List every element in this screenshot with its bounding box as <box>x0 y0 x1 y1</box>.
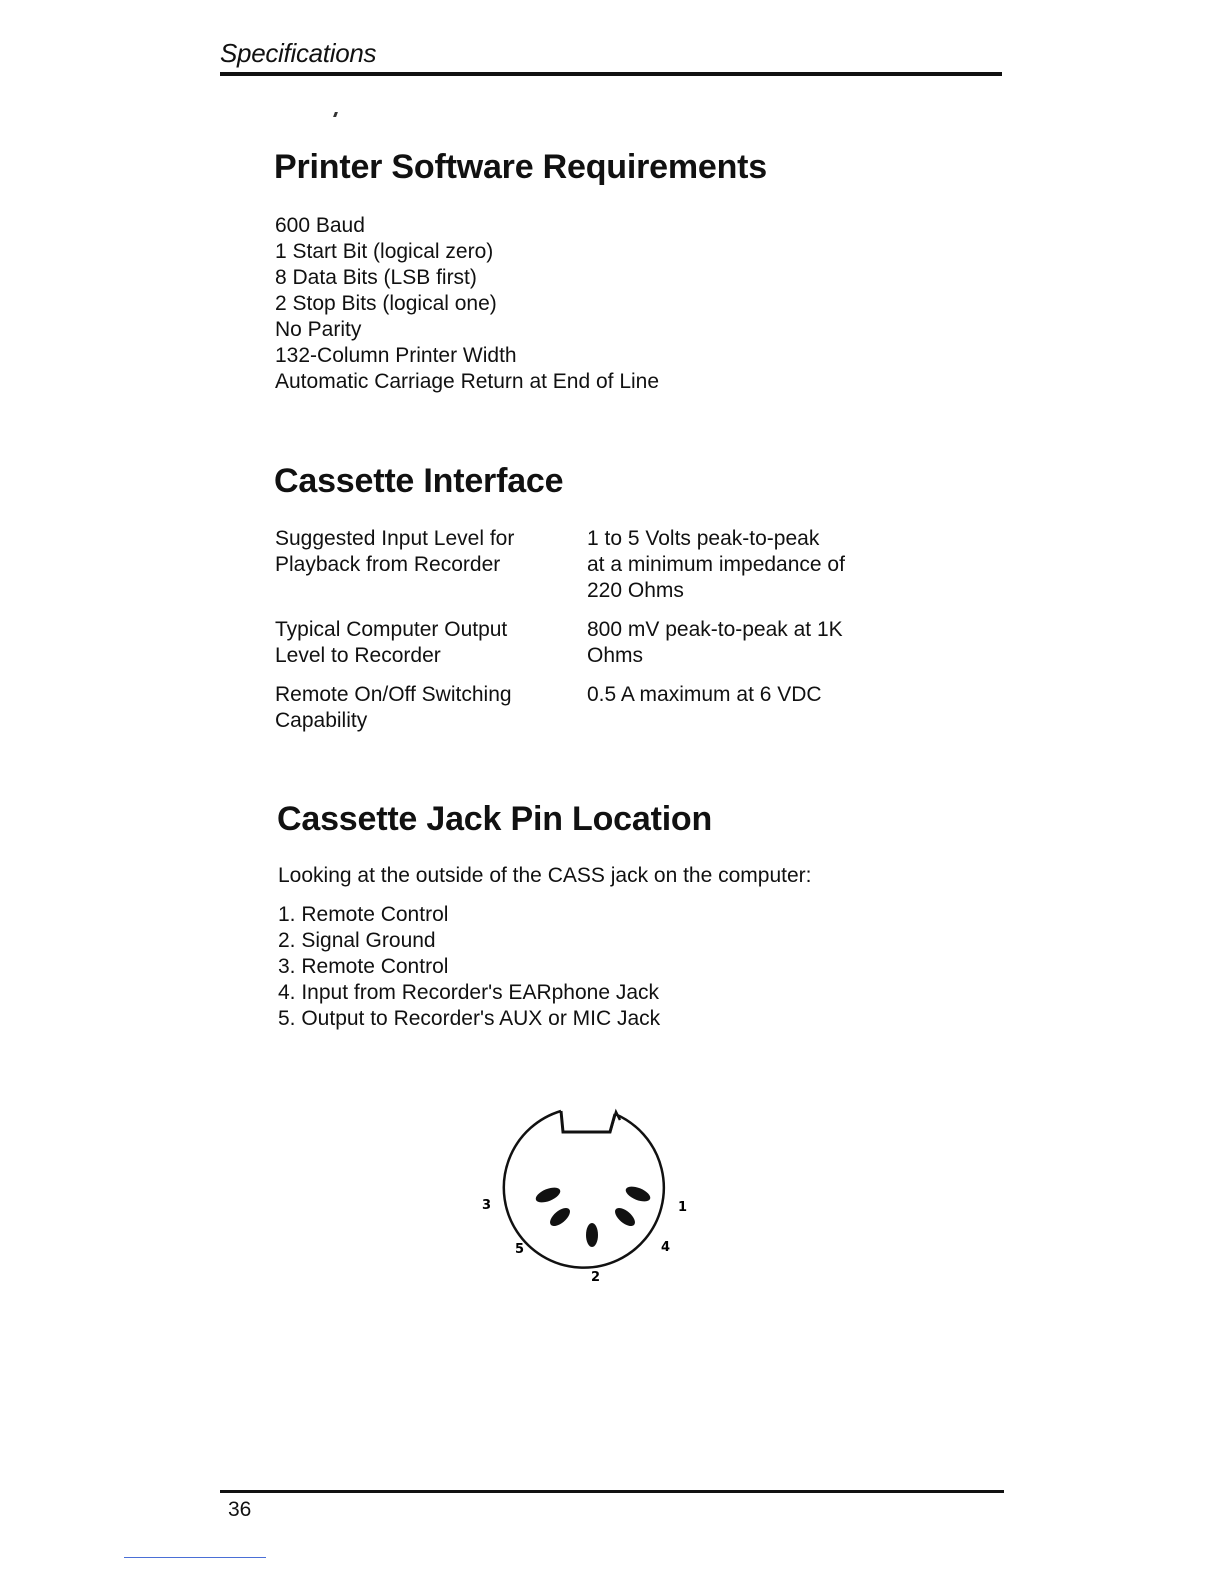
scan-edge-line <box>124 1557 266 1558</box>
pin-hole-4 <box>612 1205 638 1230</box>
spec-value <box>587 617 907 669</box>
pin-label-5: 5 <box>515 1242 525 1257</box>
list-item: Automatic Carriage Return at End of Line <box>275 370 660 393</box>
pin-list <box>278 902 660 1032</box>
din-jack-diagram <box>470 1100 710 1295</box>
list-item: No Parity <box>275 318 362 341</box>
page-number: 36 <box>228 1498 252 1521</box>
spec-value-line: at a minimum impedance of <box>587 553 845 576</box>
spec-value-line: Ohms <box>587 644 644 667</box>
cassette-section-title: Cassette Interface <box>274 462 564 500</box>
spec-label-line: Remote On/Off Switching <box>275 683 512 706</box>
pin-hole-5 <box>547 1205 573 1230</box>
list-item: 1 Start Bit (logical zero) <box>275 240 494 263</box>
list-item: 2 Stop Bits (logical one) <box>275 292 497 315</box>
spec-value-line: 1 to 5 Volts peak-to-peak <box>587 527 820 550</box>
spec-label-line: Suggested Input Level for <box>275 527 515 550</box>
pin-label-4: 4 <box>661 1240 671 1255</box>
spec-value-line: 800 mV peak-to-peak at 1K <box>587 618 843 641</box>
spec-value-line: 0.5 A maximum at 6 VDC <box>587 683 822 706</box>
jack-key-notch <box>561 1111 615 1132</box>
list-item: 2. Signal Ground <box>278 929 436 952</box>
spec-value-line: 220 Ohms <box>587 579 684 602</box>
list-item: 8 Data Bits (LSB first) <box>275 266 477 289</box>
spec-label-line: Typical Computer Output <box>275 618 508 641</box>
pin-label-1: 1 <box>678 1200 688 1215</box>
pin-label-3: 3 <box>482 1198 492 1213</box>
scan-speck <box>333 112 338 117</box>
spec-label <box>275 617 575 669</box>
header-rule <box>220 72 1002 76</box>
printer-section-title: Printer Software Requirements <box>274 148 767 186</box>
running-header: Specifications <box>220 38 377 68</box>
spec-label <box>275 526 575 578</box>
list-item: 5. Output to Recorder's AUX or MIC Jack <box>278 1007 661 1030</box>
spec-value <box>587 682 907 708</box>
spec-label-line: Playback from Recorder <box>275 553 501 576</box>
spec-label-line: Level to Recorder <box>275 644 441 667</box>
printer-requirements-list <box>275 213 659 395</box>
list-item: 4. Input from Recorder's EARphone Jack <box>278 981 660 1004</box>
pin-hole-2 <box>586 1223 598 1247</box>
footer-rule <box>220 1490 1004 1493</box>
pin-hole-1 <box>624 1184 653 1205</box>
list-item: 600 Baud <box>275 214 365 237</box>
spec-value <box>587 526 907 604</box>
pin-hole-3 <box>534 1185 563 1206</box>
list-item: 3. Remote Control <box>278 955 449 978</box>
pin-label-2: 2 <box>591 1270 601 1285</box>
list-item: 1. Remote Control <box>278 903 449 926</box>
spec-label-line: Capability <box>275 709 368 732</box>
spec-label <box>275 682 575 734</box>
jack-intro-text: Looking at the outside of the CASS jack on the computer: <box>278 864 812 887</box>
jack-section-title: Cassette Jack Pin Location <box>277 800 713 838</box>
list-item: 132-Column Printer Width <box>275 344 517 367</box>
